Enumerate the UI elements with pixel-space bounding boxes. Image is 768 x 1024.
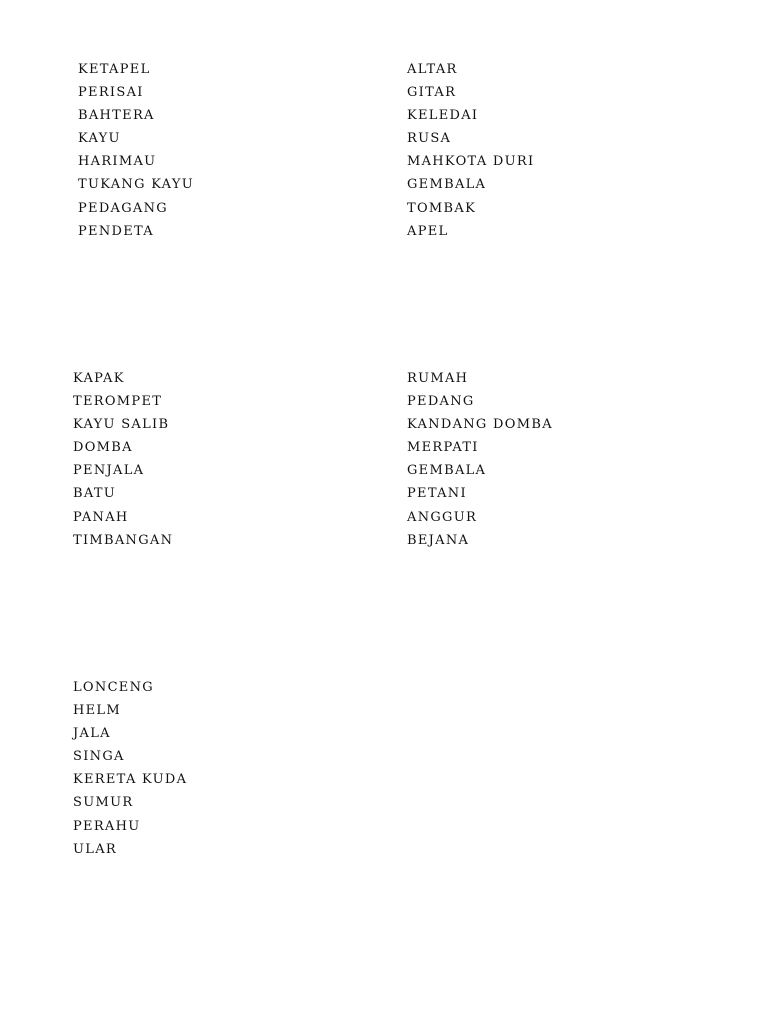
word-list-section-3-left [73, 676, 187, 861]
word-item: MERPATI [407, 440, 479, 456]
word-item: RUMAH [407, 371, 469, 386]
word-item: TOMBAK [407, 200, 477, 216]
word-item: PERISAI [78, 85, 144, 101]
word-item: KERETA KUDA [73, 772, 188, 788]
word-item: PENJALA [73, 463, 145, 479]
word-list-section-1-left [78, 58, 194, 243]
word-item: HARIMAU [78, 154, 157, 170]
word-list-section-1-right [407, 58, 534, 243]
word-item: BATU [73, 486, 117, 502]
word-item: LONCENG [73, 680, 154, 695]
word-item: TIMBANGAN [73, 532, 174, 548]
word-item: ALTAR [407, 62, 458, 77]
word-item: TUKANG KAYU [78, 177, 194, 193]
word-item: KAYU [78, 131, 121, 147]
word-item: SINGA [73, 749, 125, 765]
word-item: RUSA [407, 131, 452, 147]
word-item: JALA [73, 726, 111, 742]
word-item: KELEDAI [407, 108, 479, 124]
word-item: PETANI [407, 486, 467, 502]
word-list-section-2-right [407, 367, 553, 552]
word-item: KETAPEL [78, 62, 151, 77]
word-item: DOMBA [73, 440, 133, 456]
word-item: APEL [407, 223, 449, 239]
word-item: GEMBALA [407, 177, 487, 193]
word-item: SUMUR [73, 795, 134, 811]
word-item: PENDETA [78, 223, 154, 239]
word-item: ULAR [73, 841, 117, 857]
word-item: KANDANG DOMBA [407, 417, 553, 433]
word-item: PERAHU [73, 818, 141, 834]
word-item: PEDANG [407, 394, 475, 410]
word-item: MAHKOTA DURI [407, 154, 535, 170]
word-item: GITAR [407, 85, 457, 101]
word-list-section-2-left [73, 367, 173, 552]
word-item: BEJANA [407, 532, 470, 548]
word-item: GEMBALA [407, 463, 487, 479]
word-item: BAHTERA [78, 108, 155, 124]
word-item: ANGGUR [407, 509, 478, 525]
word-item: PEDAGANG [78, 200, 168, 216]
word-item: PANAH [73, 509, 129, 525]
word-item: TEROMPET [73, 394, 163, 410]
word-item: HELM [73, 703, 121, 719]
word-item: KAPAK [73, 371, 125, 386]
word-item: KAYU SALIB [73, 417, 170, 433]
